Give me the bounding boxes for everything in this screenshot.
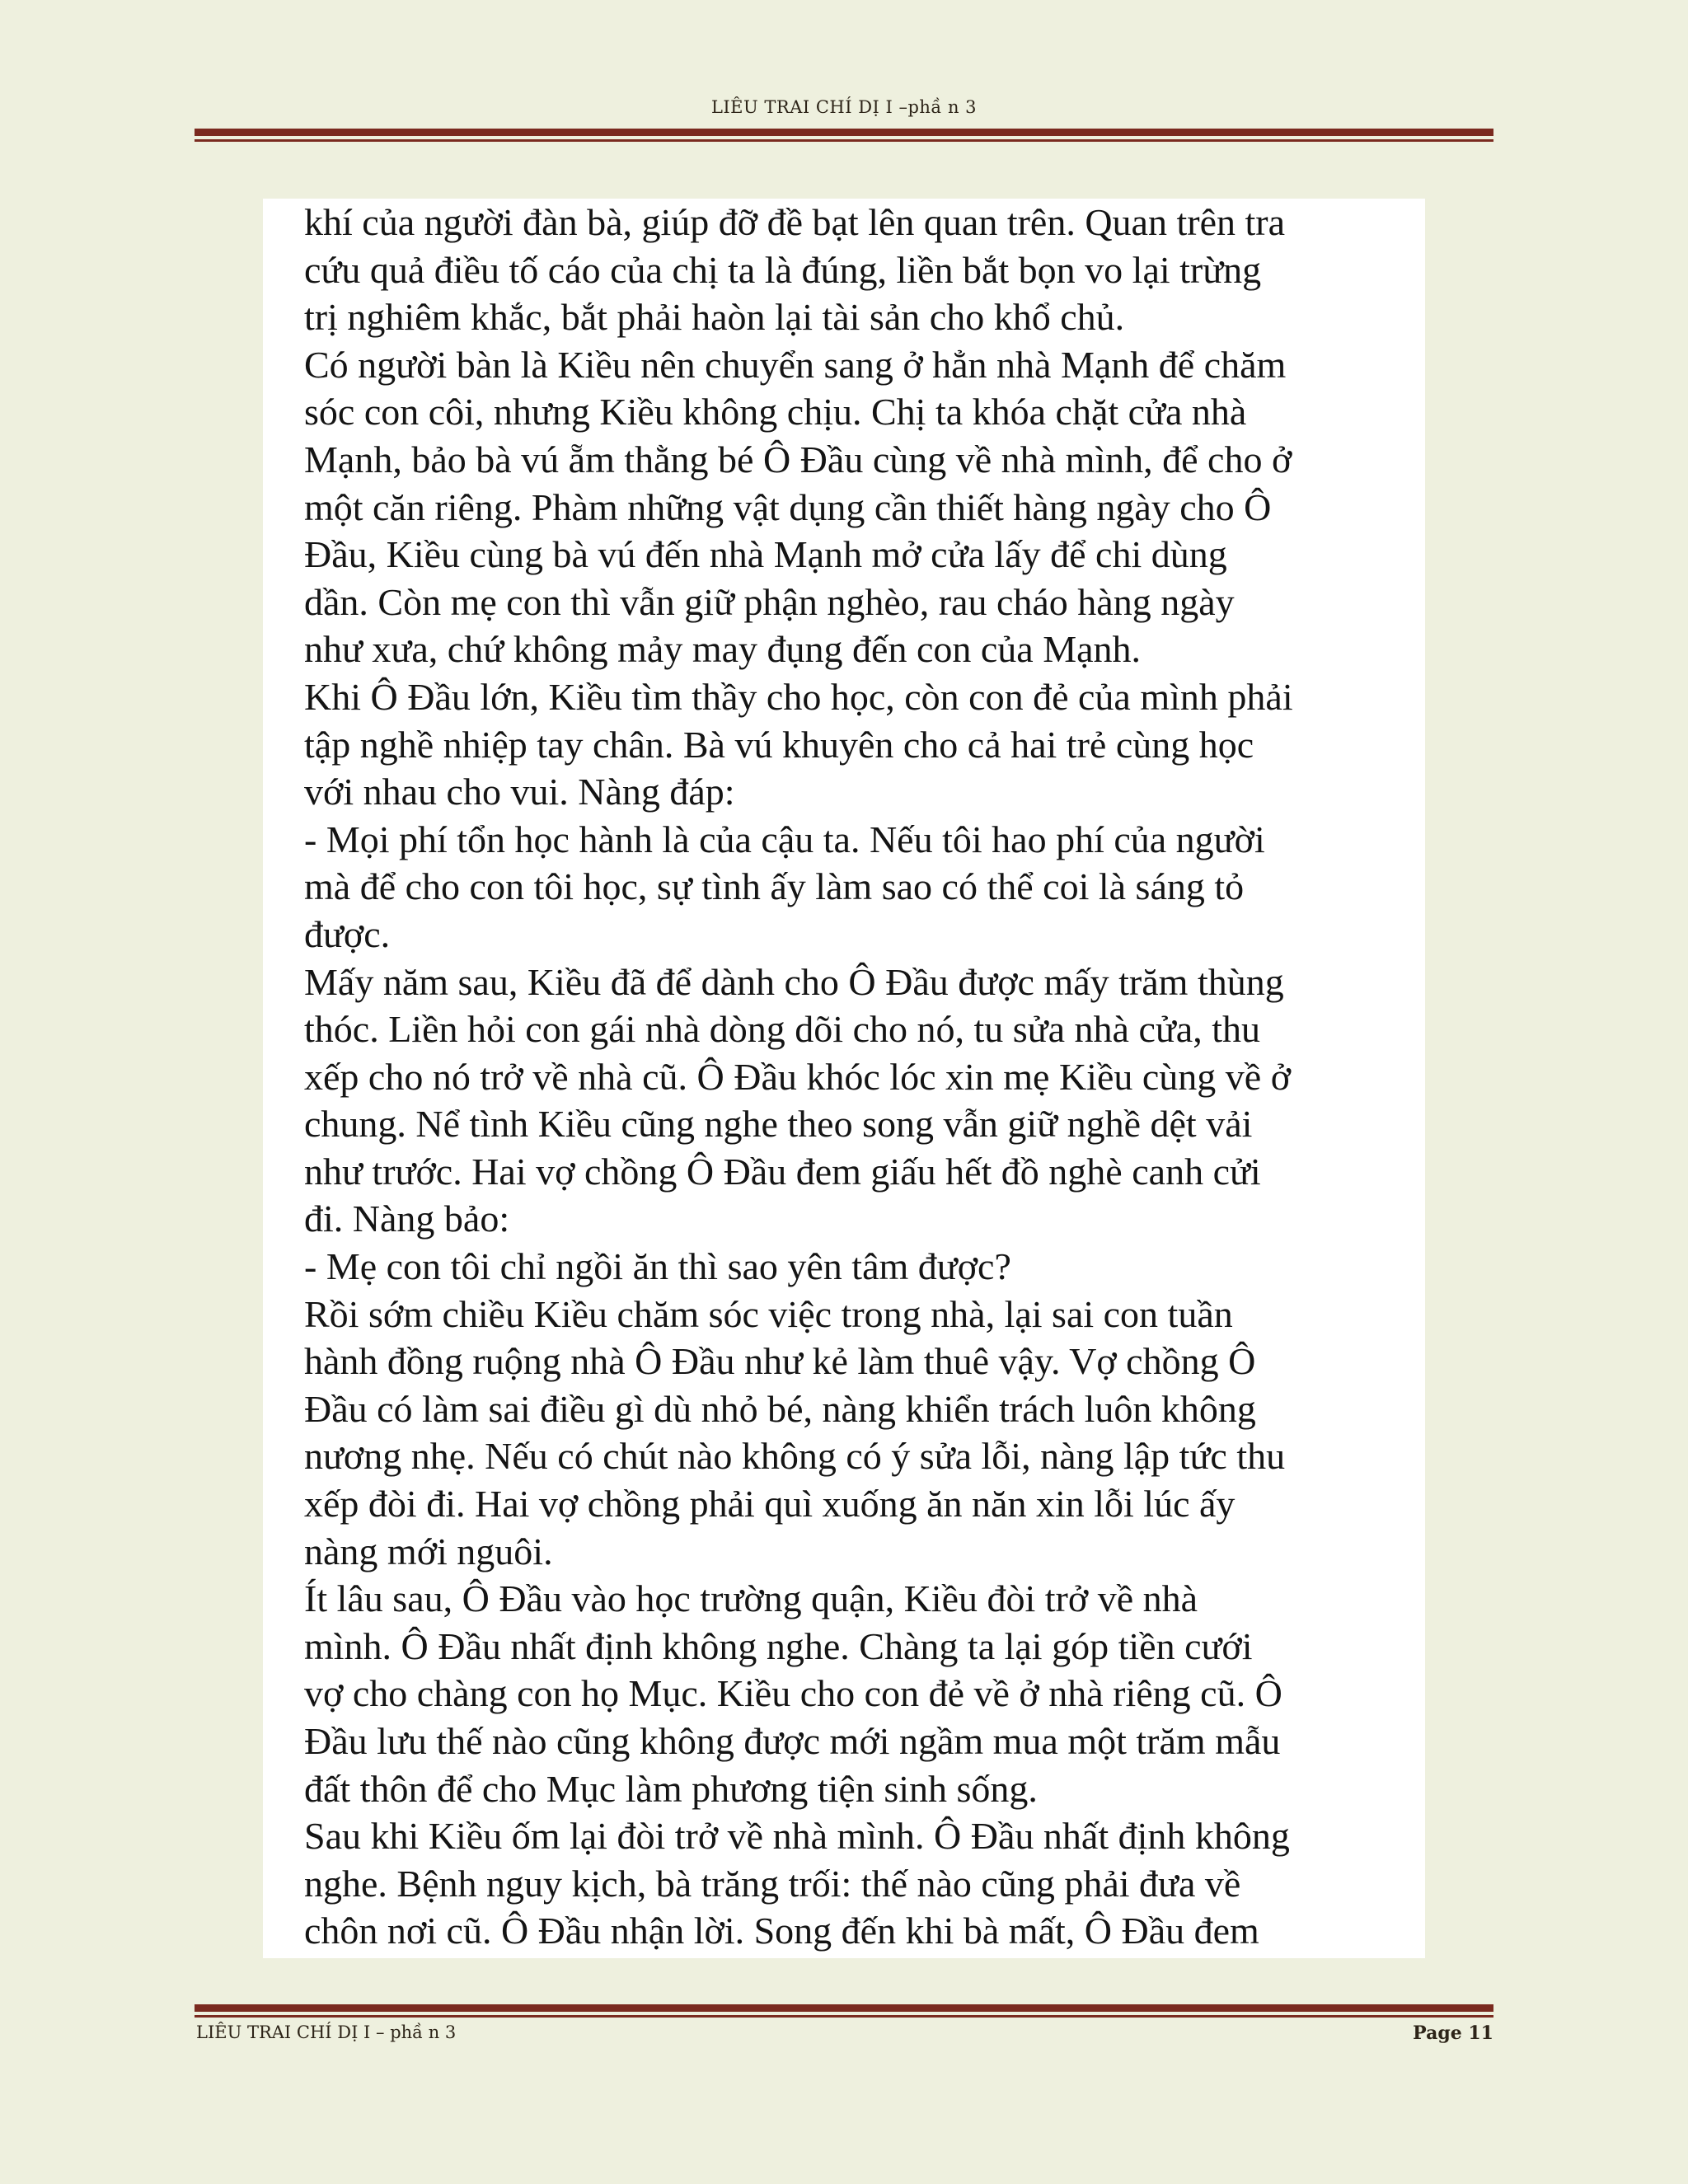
page-header-title: LIÊU TRAI CHÍ DỊ I –phầ n 3: [710, 97, 978, 117]
body-line: xếp cho nó trở về nhà cũ. Ô Đầu khóc lóc xin mẹ Kiều cùng về ở: [304, 1055, 1292, 1098]
page-number: Page 11: [1413, 2022, 1493, 2044]
body-line: với nhau cho vui. Nàng đáp:: [304, 771, 735, 813]
body-line: Mấy năm sau, Kiều đã để dành cho Ô Đầu được mấy trăm thùng: [304, 960, 1284, 1003]
footer-rule: [195, 2004, 1493, 2018]
body-line: Ít lâu sau, Ô Đầu vào học trường quận, Kiều đòi trở về nhà: [304, 1577, 1198, 1620]
body-line: Đầu có làm sai điều gì dù nhỏ bé, nàng khiển trách luôn không: [304, 1387, 1256, 1430]
body-line: - Mọi phí tổn học hành là của cậu ta. Nếu tôi hao phí của người: [304, 818, 1265, 860]
footer-rule-thick: [195, 2004, 1493, 2012]
body-line: cứu quả điều tố cáo của chị ta là đúng, liền bắt bọn vo lại trừng: [304, 248, 1262, 291]
footer-rule-thin: [195, 2015, 1493, 2018]
text-panel: [263, 199, 1425, 1958]
body-line: sóc con côi, nhưng Kiều không chịu. Chị ta khóa chặt cửa nhà: [304, 391, 1247, 434]
body-line: đi. Nàng bảo:: [304, 1197, 510, 1240]
footer-title: LIÊU TRAI CHÍ DỊ I – phầ n 3: [196, 2022, 457, 2042]
body-line: mà để cho con tôi học, sự tình ấy làm sao có thể coi là sáng tỏ: [304, 865, 1245, 908]
body-line: Rồi sớm chiều Kiều chăm sóc việc trong nhà, lại sai con tuần: [304, 1292, 1233, 1335]
body-line: tập nghề nhiệp tay chân. Bà vú khuyên cho cả hai trẻ cùng học: [304, 723, 1254, 766]
header-rule: [195, 129, 1493, 142]
body-line: Có người bàn là Kiều nên chuyển sang ở hẳn nhà Mạnh để chăm: [304, 343, 1287, 386]
body-line: khí của người đàn bà, giúp đỡ đề bạt lên quan trên. Quan trên tra: [304, 201, 1286, 243]
body-line: Sau khi Kiều ốm lại đòi trở về nhà mình. Ô Đầu nhất định không: [304, 1815, 1290, 1858]
header-rule-thin: [195, 139, 1493, 142]
body-line: xếp đòi đi. Hai vợ chồng phải quì xuống ăn năn xin lỗi lúc ấy: [304, 1483, 1236, 1526]
body-line: Khi Ô Đầu lớn, Kiều tìm thầy cho học, còn con đẻ của mình phải: [304, 675, 1293, 718]
body-line: mình. Ô Đầu nhất định không nghe. Chàng ta lại góp tiền cưới: [304, 1624, 1253, 1667]
body-line: vợ cho chàng con họ Mục. Kiều cho con đẻ về ở nhà riêng cũ. Ô: [304, 1672, 1282, 1715]
body-line: dần. Còn mẹ con thì vẫn giữ phận nghèo, rau cháo hàng ngày: [304, 580, 1235, 623]
body-line: nương nhẹ. Nếu có chút nào không có ý sửa lỗi, nàng lập tức thu: [304, 1435, 1286, 1478]
body-line: hành đồng ruộng nhà Ô Đầu như kẻ làm thuê vậy. Vợ chồng Ô: [304, 1340, 1256, 1383]
body-line: như xưa, chứ không mảy may đụng đến con của Mạnh.: [304, 628, 1142, 671]
body-line: - Mẹ con tôi chỉ ngồi ăn thì sao yên tâm được?: [304, 1245, 1011, 1288]
body-line: chung. Nể tình Kiều cũng nghe theo song vẫn giữ nghề dệt vải: [304, 1103, 1253, 1146]
body-line: như trước. Hai vợ chồng Ô Đầu đem giấu hết đồ nghè canh cửi: [304, 1150, 1261, 1193]
body-line: trị nghiêm khắc, bắt phải haòn lại tài sản cho khổ chủ.: [304, 296, 1125, 339]
body-line: Mạnh, bảo bà vú ẵm thằng bé Ô Đầu cùng về nhà mình, để cho ở: [304, 438, 1292, 480]
body-line: được.: [304, 912, 391, 955]
body-line: Đầu lưu thế nào cũng không được mới ngầm mua một trăm mẫu: [304, 1720, 1281, 1762]
body-line: Đầu, Kiều cùng bà vú đến nhà Mạnh mở cửa lấy để chi dùng: [304, 533, 1227, 576]
body-line: chôn nơi cũ. Ô Đầu nhận lời. Song đến khi bà mất, Ô Đầu đem: [304, 1910, 1259, 1952]
body-line: một căn riêng. Phàm những vật dụng cần thiết hàng ngày cho Ô: [304, 485, 1272, 528]
body-line: nàng mới nguôi.: [304, 1530, 553, 1572]
body-line: đất thôn để cho Mục làm phương tiện sinh sống.: [304, 1767, 1038, 1810]
body-text: [304, 199, 1409, 1955]
body-line: thóc. Liền hỏi con gái nhà dòng dõi cho nó, tu sửa nhà cửa, thu: [304, 1008, 1260, 1051]
header-rule-thick: [195, 129, 1493, 136]
body-line: nghe. Bệnh nguy kịch, bà trăng trối: thế nào cũng phải đưa về: [304, 1862, 1241, 1905]
